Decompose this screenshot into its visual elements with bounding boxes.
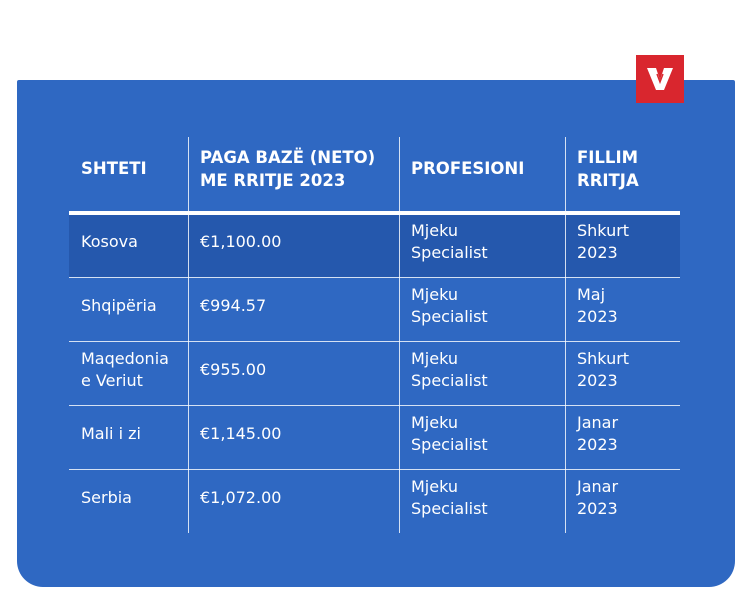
cell-salary: €1,100.00 bbox=[200, 232, 282, 251]
cell-country bbox=[81, 348, 169, 392]
row-divider bbox=[69, 469, 680, 470]
header-start-line: FILLIM bbox=[577, 148, 638, 167]
cell-country-line: Maqedonia bbox=[81, 349, 169, 368]
header-profession-line: PROFESIONI bbox=[411, 159, 525, 178]
cell-profession-line: Mjeku bbox=[411, 349, 459, 368]
cell-profession-line: Specialist bbox=[411, 307, 488, 326]
cell-country-line: Mali i zi bbox=[81, 424, 141, 443]
cell-start-line: 2023 bbox=[577, 243, 618, 262]
cell-country bbox=[81, 295, 157, 317]
cell-start-line: 2023 bbox=[577, 307, 618, 326]
column-divider bbox=[188, 137, 189, 533]
cell-profession bbox=[411, 412, 488, 456]
cell-country bbox=[81, 487, 132, 509]
cell-profession-line: Mjeku bbox=[411, 477, 459, 496]
cell-start-line: 2023 bbox=[577, 499, 618, 518]
row-divider bbox=[69, 341, 680, 342]
cell-start bbox=[577, 412, 618, 456]
cell-profession bbox=[411, 284, 488, 328]
cell-country bbox=[81, 231, 138, 253]
cell-start-line: Janar bbox=[577, 477, 619, 496]
cell-profession bbox=[411, 476, 488, 520]
cell-start-line: 2023 bbox=[577, 435, 618, 454]
header-country-line: SHTETI bbox=[81, 159, 147, 178]
cell-start-line: Shkurt bbox=[577, 349, 630, 368]
cell-profession-line: Specialist bbox=[411, 499, 488, 518]
cell-start-line: Shkurt bbox=[577, 221, 630, 240]
cell-profession-line: Mjeku bbox=[411, 413, 459, 432]
column-divider bbox=[399, 137, 400, 533]
cell-start bbox=[577, 348, 629, 392]
cell-salary: €994.57 bbox=[200, 296, 267, 315]
header-salary-line: PAGA BAZË (NETO) bbox=[200, 148, 376, 167]
cell-profession-line: Specialist bbox=[411, 371, 488, 390]
header-salary bbox=[200, 146, 375, 192]
header-start-line: RRITJA bbox=[577, 171, 639, 190]
column-divider bbox=[565, 137, 566, 533]
header-start bbox=[577, 146, 639, 192]
header-country bbox=[81, 157, 147, 180]
cell-start-line: Janar bbox=[577, 413, 619, 432]
v-logo-icon bbox=[645, 65, 675, 93]
salary-table bbox=[69, 137, 680, 542]
cell-country-line: Serbia bbox=[81, 488, 132, 507]
cell-start bbox=[577, 284, 618, 328]
cell-profession-line: Mjeku bbox=[411, 285, 459, 304]
header-divider bbox=[69, 211, 680, 215]
header-profession bbox=[411, 157, 524, 180]
cell-start bbox=[577, 220, 629, 264]
cell-country-line: e Veriut bbox=[81, 371, 143, 390]
brand-logo bbox=[636, 55, 684, 103]
cell-country-line: Shqipëria bbox=[81, 296, 157, 315]
cell-salary: €1,145.00 bbox=[200, 424, 282, 443]
cell-start-line: Maj bbox=[577, 285, 606, 304]
cell-profession-line: Specialist bbox=[411, 435, 488, 454]
cell-salary: €955.00 bbox=[200, 360, 267, 379]
cell-country bbox=[81, 423, 141, 445]
header-salary-line: ME RRITJE 2023 bbox=[200, 171, 346, 190]
cell-profession-line: Specialist bbox=[411, 243, 488, 262]
cell-country-line: Kosova bbox=[81, 232, 138, 251]
cell-profession-line: Mjeku bbox=[411, 221, 459, 240]
cell-profession bbox=[411, 220, 488, 264]
row-divider bbox=[69, 277, 680, 278]
cell-salary: €1,072.00 bbox=[200, 488, 282, 507]
cell-profession bbox=[411, 348, 488, 392]
row-divider bbox=[69, 405, 680, 406]
cell-start-line: 2023 bbox=[577, 371, 618, 390]
cell-start bbox=[577, 476, 618, 520]
